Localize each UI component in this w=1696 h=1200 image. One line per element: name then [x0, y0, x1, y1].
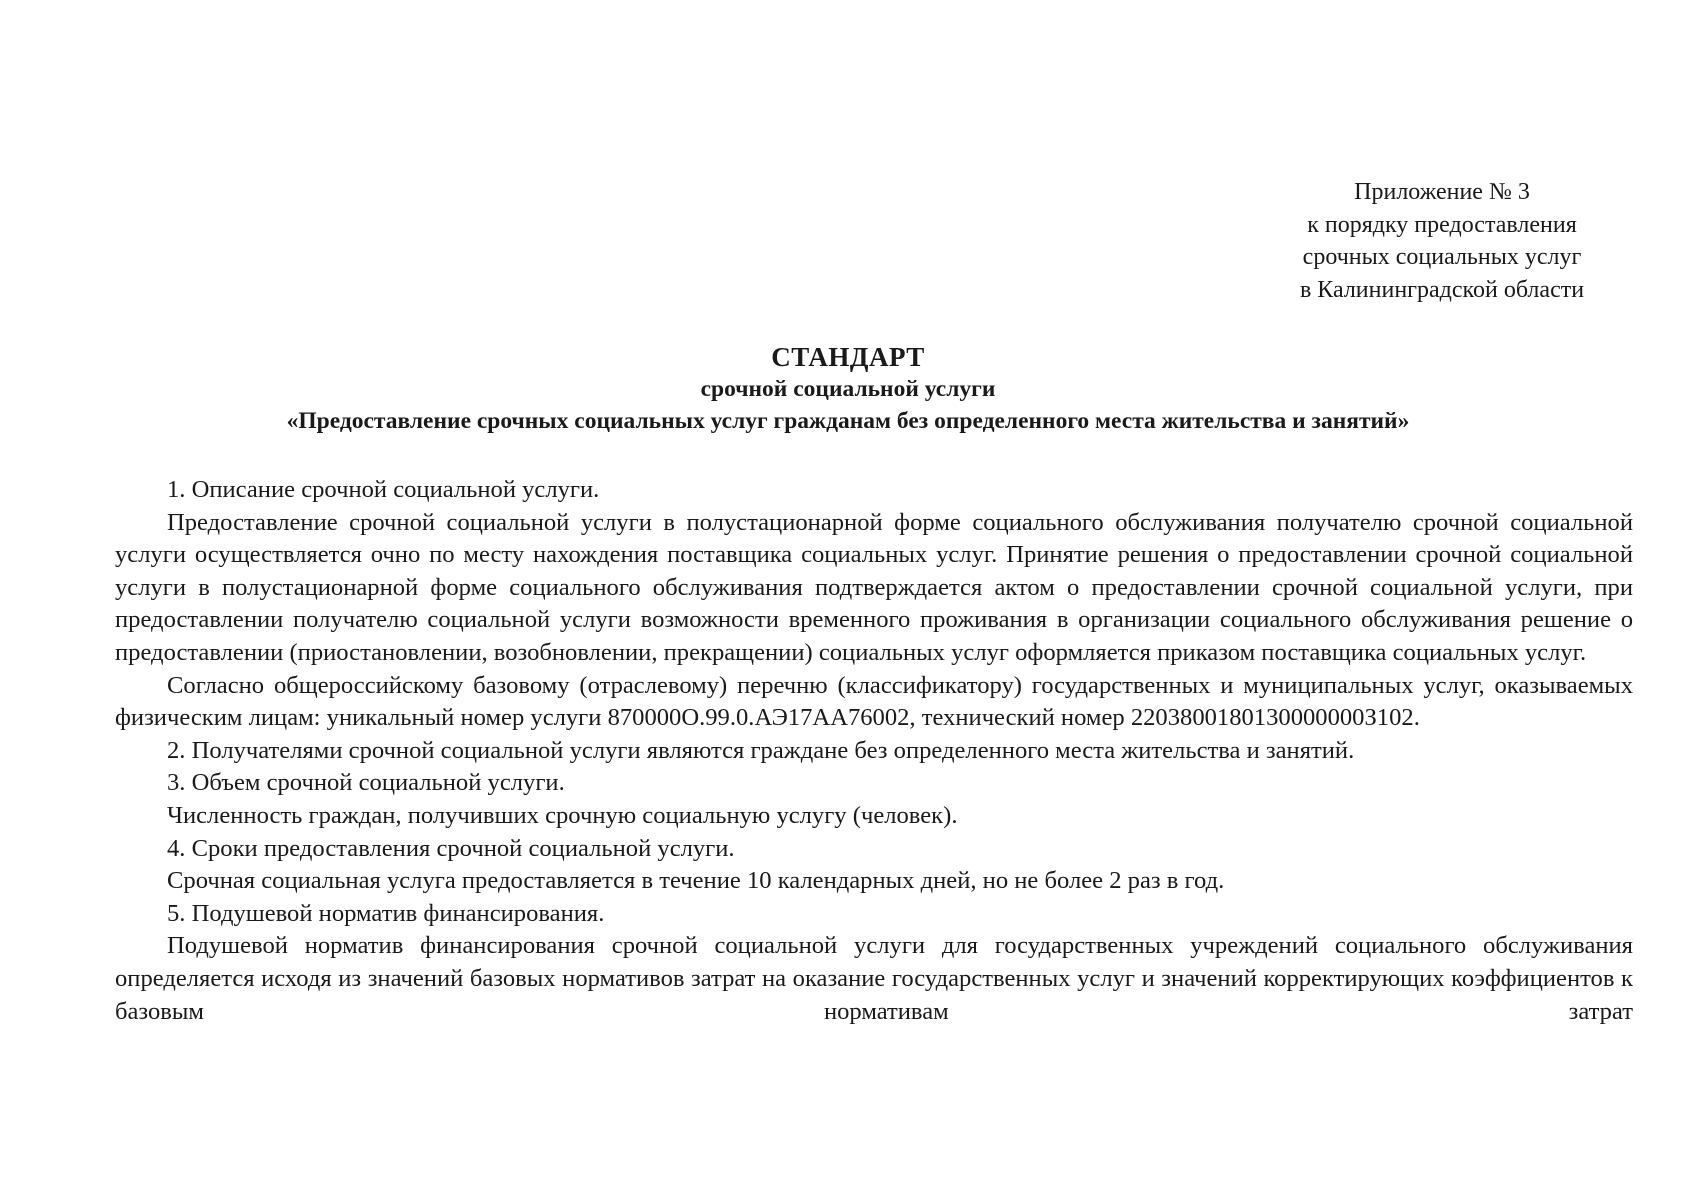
appendix-line: в Калининградской области: [1299, 276, 1585, 303]
appendix-line: срочных социальных услуг: [1302, 244, 1582, 270]
appendix-header: [1242, 176, 1642, 306]
section-heading: 1. Описание срочной социальной услуги.: [167, 476, 600, 503]
document-body: [115, 474, 1633, 1028]
title-standard: СТАНДАРТ: [771, 342, 925, 372]
appendix-line: к порядку предоставления: [1307, 211, 1577, 238]
document-title: [100, 341, 1596, 437]
paragraph: Подушевой норматив финансирования срочной социальной услуги для государственных учреждений социального обслуживания определяется исходя из значений базовых нормативов затрат на оказание государственных услуг и значений корректирующих коэффициентов к базовым нормативам затрат: [115, 932, 1633, 1025]
title-subtitle: срочной социальной услуги: [700, 376, 996, 402]
paragraph: Срочная социальная услуга предоставляется в течение 10 календарных дней, но не более 2 раз в год.: [167, 867, 1225, 895]
title-service-name: «Предоставление срочных социальных услуг гражданам без определенного места жительства и занятий»: [286, 408, 1410, 434]
appendix-number: Приложение № 3: [1354, 179, 1530, 205]
paragraph: Согласно общероссийскому базовому (отраслевому) перечню (классификатору) государственных и муниципальных услуг, оказываемых физическим лицам: уникальный номер услуги 870000О.99.0.АЭ17АА76002, технический номер 2203800180130000000З102.: [115, 671, 1633, 732]
section-heading: 2. Получателями срочной социальной услуги являются граждане без определенного места жительства и занятий.: [167, 736, 1355, 764]
paragraph: Численность граждан, получивших срочную социальную услугу (человек).: [167, 801, 958, 829]
section-heading: 5. Подушевой норматив финансирования.: [167, 899, 605, 927]
paragraph: Предоставление срочной социальной услуги в полустационарной форме социального обслуживания получателю срочной социальной услуги осуществляется очно по месту нахождения поставщика социальных услуг. Принятие решения о предоставлении срочной социальной услуги в полустационарной форме социального обслуживания подтверждается актом о предоставлении срочной социальной услуги, при предоставлении получателю социальной услуги возможности временного проживания в организации социального обслуживания решение о предоставлении (приостановлении, возобновлении, прекращении) социальных услуг оформляется приказом поставщика социальных услуг.: [115, 508, 1633, 666]
section-heading: 3. Объем срочной социальной услуги.: [167, 769, 565, 797]
section-heading: 4. Сроки предоставления срочной социальной услуги.: [167, 834, 735, 862]
